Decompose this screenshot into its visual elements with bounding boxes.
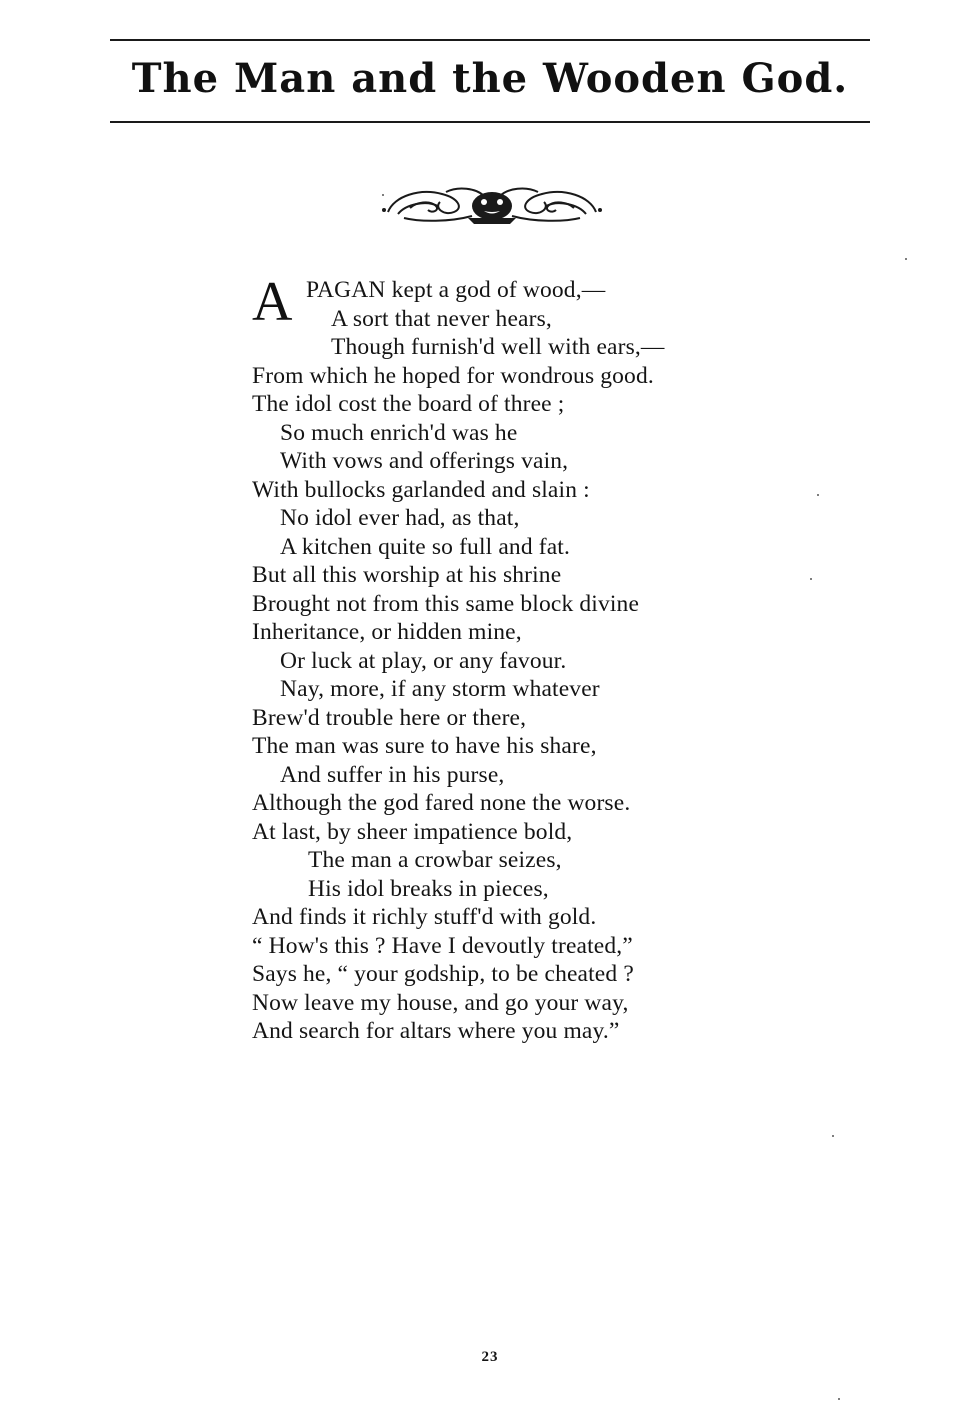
poem-line: From which he hoped for wondrous good.	[252, 362, 654, 389]
poem-line: Brew'd trouble here or there,	[252, 704, 527, 731]
paper-speck	[817, 494, 819, 496]
poem-line: “ How's this ? Have I devoutly treated,”	[252, 932, 633, 959]
page-number: 23	[481, 1349, 499, 1365]
poem-line: Says he, “ your godship, to be cheated ?	[252, 961, 634, 987]
paper-speck	[810, 578, 812, 580]
poem-line: Nay, more, if any storm whatever	[280, 676, 600, 702]
poem-line: The man a crowbar seizes,	[308, 847, 562, 873]
poem-line: But all this worship at his shrine	[252, 562, 562, 588]
poem-line: And search for altars where you may.”	[252, 1018, 620, 1044]
poem-line: Although the god fared none the worse.	[252, 790, 631, 816]
poem-line: Or luck at play, or any favour.	[280, 647, 567, 674]
poem-line: And finds it richly stuff'd with gold.	[252, 904, 597, 930]
poem-line-text: PAGAN kept a god of wood,—	[306, 277, 606, 303]
poem-line: No idol ever had, as that,	[280, 505, 520, 531]
poem-line: At last, by sheer impatience bold,	[252, 818, 573, 845]
poem-line: So much enrich'd was he	[280, 419, 518, 446]
poem-line: Inheritance, or hidden mine,	[252, 619, 522, 645]
bottom-rule	[110, 121, 870, 123]
top-rule	[110, 39, 870, 41]
poem-line: A kitchen quite so full and fat.	[280, 533, 571, 560]
poem-line: His idol breaks in pieces,	[308, 875, 549, 902]
poem-line: The man was sure to have his share,	[252, 733, 597, 759]
poem-line: The idol cost the board of three ;	[252, 391, 565, 417]
paper-speck	[905, 258, 907, 260]
poem-line: Now leave my house, and go your way,	[252, 989, 629, 1016]
paper-speck	[382, 194, 384, 196]
poem-line: Though furnish'd well with ears,—	[331, 334, 665, 360]
drop-cap: A	[252, 271, 293, 333]
poem-line: And suffer in his purse,	[280, 761, 505, 788]
paper-speck	[832, 1135, 834, 1137]
poem	[252, 271, 812, 1046]
poem-line: Brought not from this same block divine	[252, 590, 640, 617]
page-title: The Man and the Wooden God.	[131, 55, 849, 102]
poem-line: A sort that never hears,	[331, 305, 552, 332]
scroll-ornament-icon	[380, 178, 604, 230]
paper-speck	[838, 1398, 840, 1400]
poem-line: With bullocks garlanded and slain :	[252, 476, 590, 503]
poem-line: With vows and offerings vain,	[280, 448, 569, 474]
